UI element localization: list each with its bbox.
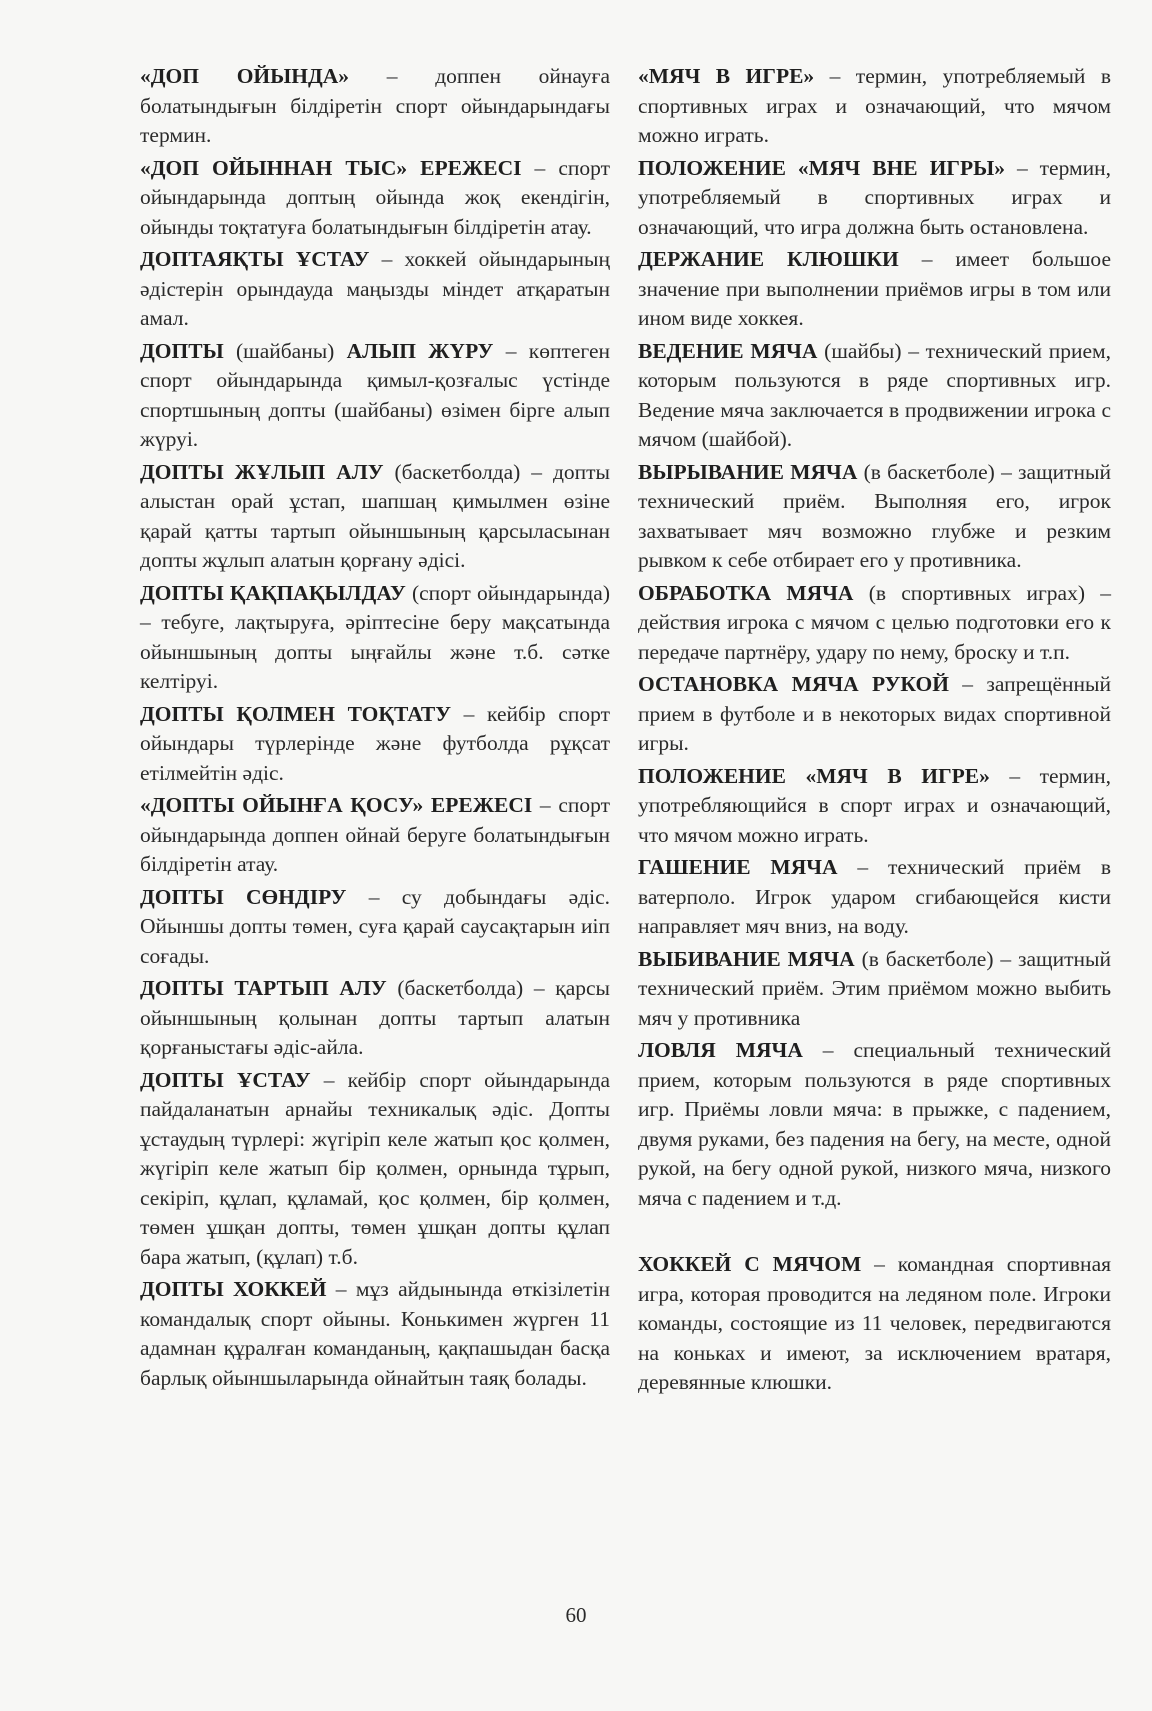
- entry-term: «ДОП ОЙЫНДА»: [140, 64, 350, 88]
- entry-term-continued: АЛЫП ЖҮРУ: [346, 338, 494, 363]
- entry-term: ДОПТЫ ҚОЛМЕН ТОҚТАТУ: [140, 701, 451, 726]
- entry-term: ДОПТЫ: [140, 338, 224, 363]
- entry-dop-oiynda: [140, 62, 610, 151]
- entry-definition: – мұз айдынында өткізілетін командалық спорт ойыны. Конькимен жүрген 11 адамнан құралған команданың, қақпашыдан басқа барлық ойыншыларында ойнайтын таяқ болады.: [140, 1277, 611, 1390]
- entry-term: ПОЛОЖЕНИЕ «МЯЧ ВНЕ ИГРЫ»: [638, 155, 1005, 180]
- entry-obrabotka-myacha: [638, 579, 1111, 668]
- entry-definition: – термин, употребляемый в спортивных играх и означающий, что игра должна быть остановлена.: [638, 155, 1111, 239]
- entry-gashenie-myacha: [638, 853, 1111, 942]
- entry-term: ДОПТЫ ХОККЕЙ: [140, 1277, 327, 1301]
- entry-dopty-qolmen-toqtatu: [140, 700, 610, 789]
- entry-ostanovka-myacha-rukoi: [638, 670, 1111, 759]
- entry-derzhanie-klyushki: [638, 245, 1111, 334]
- entry-term: ЛОВЛЯ МЯЧА: [638, 1038, 803, 1062]
- entry-term: ОСТАНОВКА МЯЧА РУКОЙ: [638, 672, 949, 696]
- entry-definition: – спорт ойындарында доптың ойында жоқ екендігін, ойынды тоқтатуға болатындығын білдіретін атау.: [140, 155, 610, 239]
- entry-definition: (баскетболда) – қарсы ойыншының қолынан допты тартып алатын қорғаныстағы әдіс-айла.: [140, 976, 610, 1059]
- entry-lovlya-myacha: [638, 1036, 1111, 1213]
- entry-dopty-hokkei: [140, 1275, 610, 1393]
- entry-doptayaqty-ustau: [140, 245, 610, 334]
- entry-term: ДОПТАЯҚТЫ ҰСТАУ: [140, 247, 370, 271]
- entry-dopty-alyp-zhuru: [140, 337, 610, 455]
- entry-term: ВЫБИВАНИЕ МЯЧА: [638, 946, 855, 971]
- entry-definition: – су добындағы әдіс. Ойыншы допты төмен, суға қарай саусақтарын иіп соғады.: [140, 884, 610, 968]
- entry-dopty-zhulyp-alu: [140, 458, 610, 576]
- entry-term: ПОЛОЖЕНИЕ «МЯЧ В ИГРЕ»: [638, 763, 990, 788]
- entry-definition: – спорт ойындарында доппен ойнай беруге болатындығын білдіретін атау.: [140, 793, 610, 876]
- entry-term: ВЫРЫВАНИЕ МЯЧА: [638, 459, 858, 484]
- entry-term: ДОПТЫ ТАРТЫП АЛУ: [140, 976, 387, 1000]
- entry-definition: (шайбы) – технический прием, которым пользуются в ряде спортивных игр. Ведение мяча заключается в продвижении игрока с мячом (шайбой).: [638, 338, 1111, 451]
- entry-polozhenie-myach-vne-igry: [638, 154, 1111, 243]
- entry-term: ХОККЕЙ С МЯЧОМ: [638, 1252, 862, 1276]
- section-gap: [638, 1216, 1111, 1250]
- entry-dopty-oiynga-qosu: [140, 791, 610, 880]
- entry-definition: (баскетболда) – допты алыстан орай ұстап, шапшаң қимылмен өзіне қарай қатты тартып ойыншының қарсыласынан допты жұлып алатын қорғану әдісі.: [140, 459, 610, 572]
- entry-term: ВЕДЕНИЕ МЯЧА: [638, 338, 818, 363]
- entry-definition: – кейбір спорт ойындары түрлерінде және футболда рұқсат етілмейтін әдіс.: [140, 701, 610, 785]
- entry-term: ДОПТЫ ҰСТАУ: [140, 1067, 311, 1092]
- entry-term: ДОПТЫ ЖҰЛЫП АЛУ: [140, 459, 384, 484]
- entry-dop-oiynnan-tys: [140, 154, 610, 243]
- entry-vyryvanie-myacha: [638, 458, 1111, 576]
- entry-hokkei-s-myachom: [638, 1250, 1111, 1398]
- entry-dopty-ustau: [140, 1066, 610, 1273]
- entry-term: ДОПТЫ СӨНДІРУ: [140, 884, 347, 909]
- entry-vedenie-myacha: [638, 337, 1111, 455]
- entry-term: «МЯЧ В ИГРЕ»: [638, 64, 815, 88]
- entry-definition: – термин, употребляющийся в спорт играх и означающий, что мячом можно играть.: [638, 763, 1111, 847]
- entry-definition: – термин, употребляемый в спортивных играх и означающий, что мячом можно играть.: [638, 64, 1111, 147]
- entry-myach-v-igre: [638, 62, 1111, 151]
- entry-dopty-qaqpaqyldau: [140, 579, 610, 697]
- entry-term: «ДОПТЫ ОЙЫНҒА ҚОСУ» ЕРЕЖЕСІ: [140, 793, 533, 817]
- entry-dopty-tartyp-alu: [140, 974, 610, 1063]
- left-column: [140, 62, 610, 1396]
- entry-polozhenie-myach-v-igre: [638, 762, 1111, 851]
- entry-definition: (в спортивных играх) – действия игрока с мячом с целью подготовки его к передаче партнёру, удару по нему, броску и т.п.: [638, 580, 1111, 664]
- entry-definition: – командная спортивная игра, которая проводится на ледяном поле. Игроки команды, состоящие из 11 человек, передвигаются на коньках и имеют, за исключением вратаря, деревянные клюшки.: [638, 1252, 1111, 1394]
- entry-term: ОБРАБОТКА МЯЧА: [638, 580, 854, 605]
- entry-term: «ДОП ОЙЫННАН ТЫС» ЕРЕЖЕСІ: [140, 155, 522, 180]
- entry-definition: – доппен ойнауға болатындығын білдіретін спорт ойындарындағы термин.: [140, 64, 610, 147]
- entry-definition: (в баскетболе) – защитный технический приём. Выполняя его, игрок захватывает мяч возможно глубже и резким рывком к себе отбирает его у противника.: [638, 459, 1111, 572]
- entry-term: ДОПТЫ ҚАҚПАҚЫЛДАУ: [140, 580, 406, 605]
- entry-definition: (в баскетболе) – защитный технический приём. Этим приёмом можно выбить мяч у противника: [638, 946, 1111, 1030]
- entry-definition: – хоккей ойындарының әдістерін орындауда маңызды міндет атқаратын амал.: [140, 247, 610, 330]
- entry-definition: (спорт ойындарында) – тебуге, лақтыруға, әріптесіне беру мақсатында ойыншының допты ыңғайлы және т.б. сәтке келтіруі.: [140, 580, 610, 693]
- entry-term: ДЕРЖАНИЕ КЛЮШКИ: [638, 247, 899, 271]
- entry-vybivanie-myacha: [638, 945, 1111, 1034]
- entry-definition: – специальный технический прием, которым пользуются в ряде спортивных игр. Приёмы ловли мяча: в прыжке, с падением, двумя руками, без падения на бегу, на месте, одной рукой, на бегу одной рукой, низкого мяча, низкого мяча с падением и т.д.: [638, 1038, 1111, 1210]
- right-column: [638, 62, 1111, 1401]
- entry-dopty-sondiru: [140, 883, 610, 972]
- entry-definition: – кейбір спорт ойындарында пайдаланатын арнайы техникалық әдіс. Допты ұстаудың түрлері: жүгіріп келе жатып қос қолмен, жүгіріп келе жатып бір қолмен, орнында тұрып, секіріп, құлап, құламай, қос қолмен, бір қолмен, төмен ұшқан допты, төмен ұшқан допты құлап бара жатып, (құлап) т.б.: [140, 1067, 610, 1269]
- page-number: 60: [565, 1603, 587, 1627]
- entry-definition: – запрещённый прием в футболе и в некоторых видах спортивной игры.: [638, 672, 1111, 755]
- entry-term: ГАШЕНИЕ МЯЧА: [638, 855, 838, 879]
- entry-definition-continued: – көптеген спорт ойындарында қимыл-қозғалыс үстінде спортшының допты (шайбаны) өзімен бірге алып жүруі.: [140, 338, 610, 451]
- entry-definition: – имеет большое значение при выполнении приёмов игры в том или ином виде хоккея.: [638, 247, 1111, 330]
- entry-definition: (шайбаны): [223, 338, 347, 363]
- entry-definition: – технический приём в ватерполо. Игрок ударом сгибающейся кисти направляет мяч вниз, на воду.: [638, 855, 1111, 938]
